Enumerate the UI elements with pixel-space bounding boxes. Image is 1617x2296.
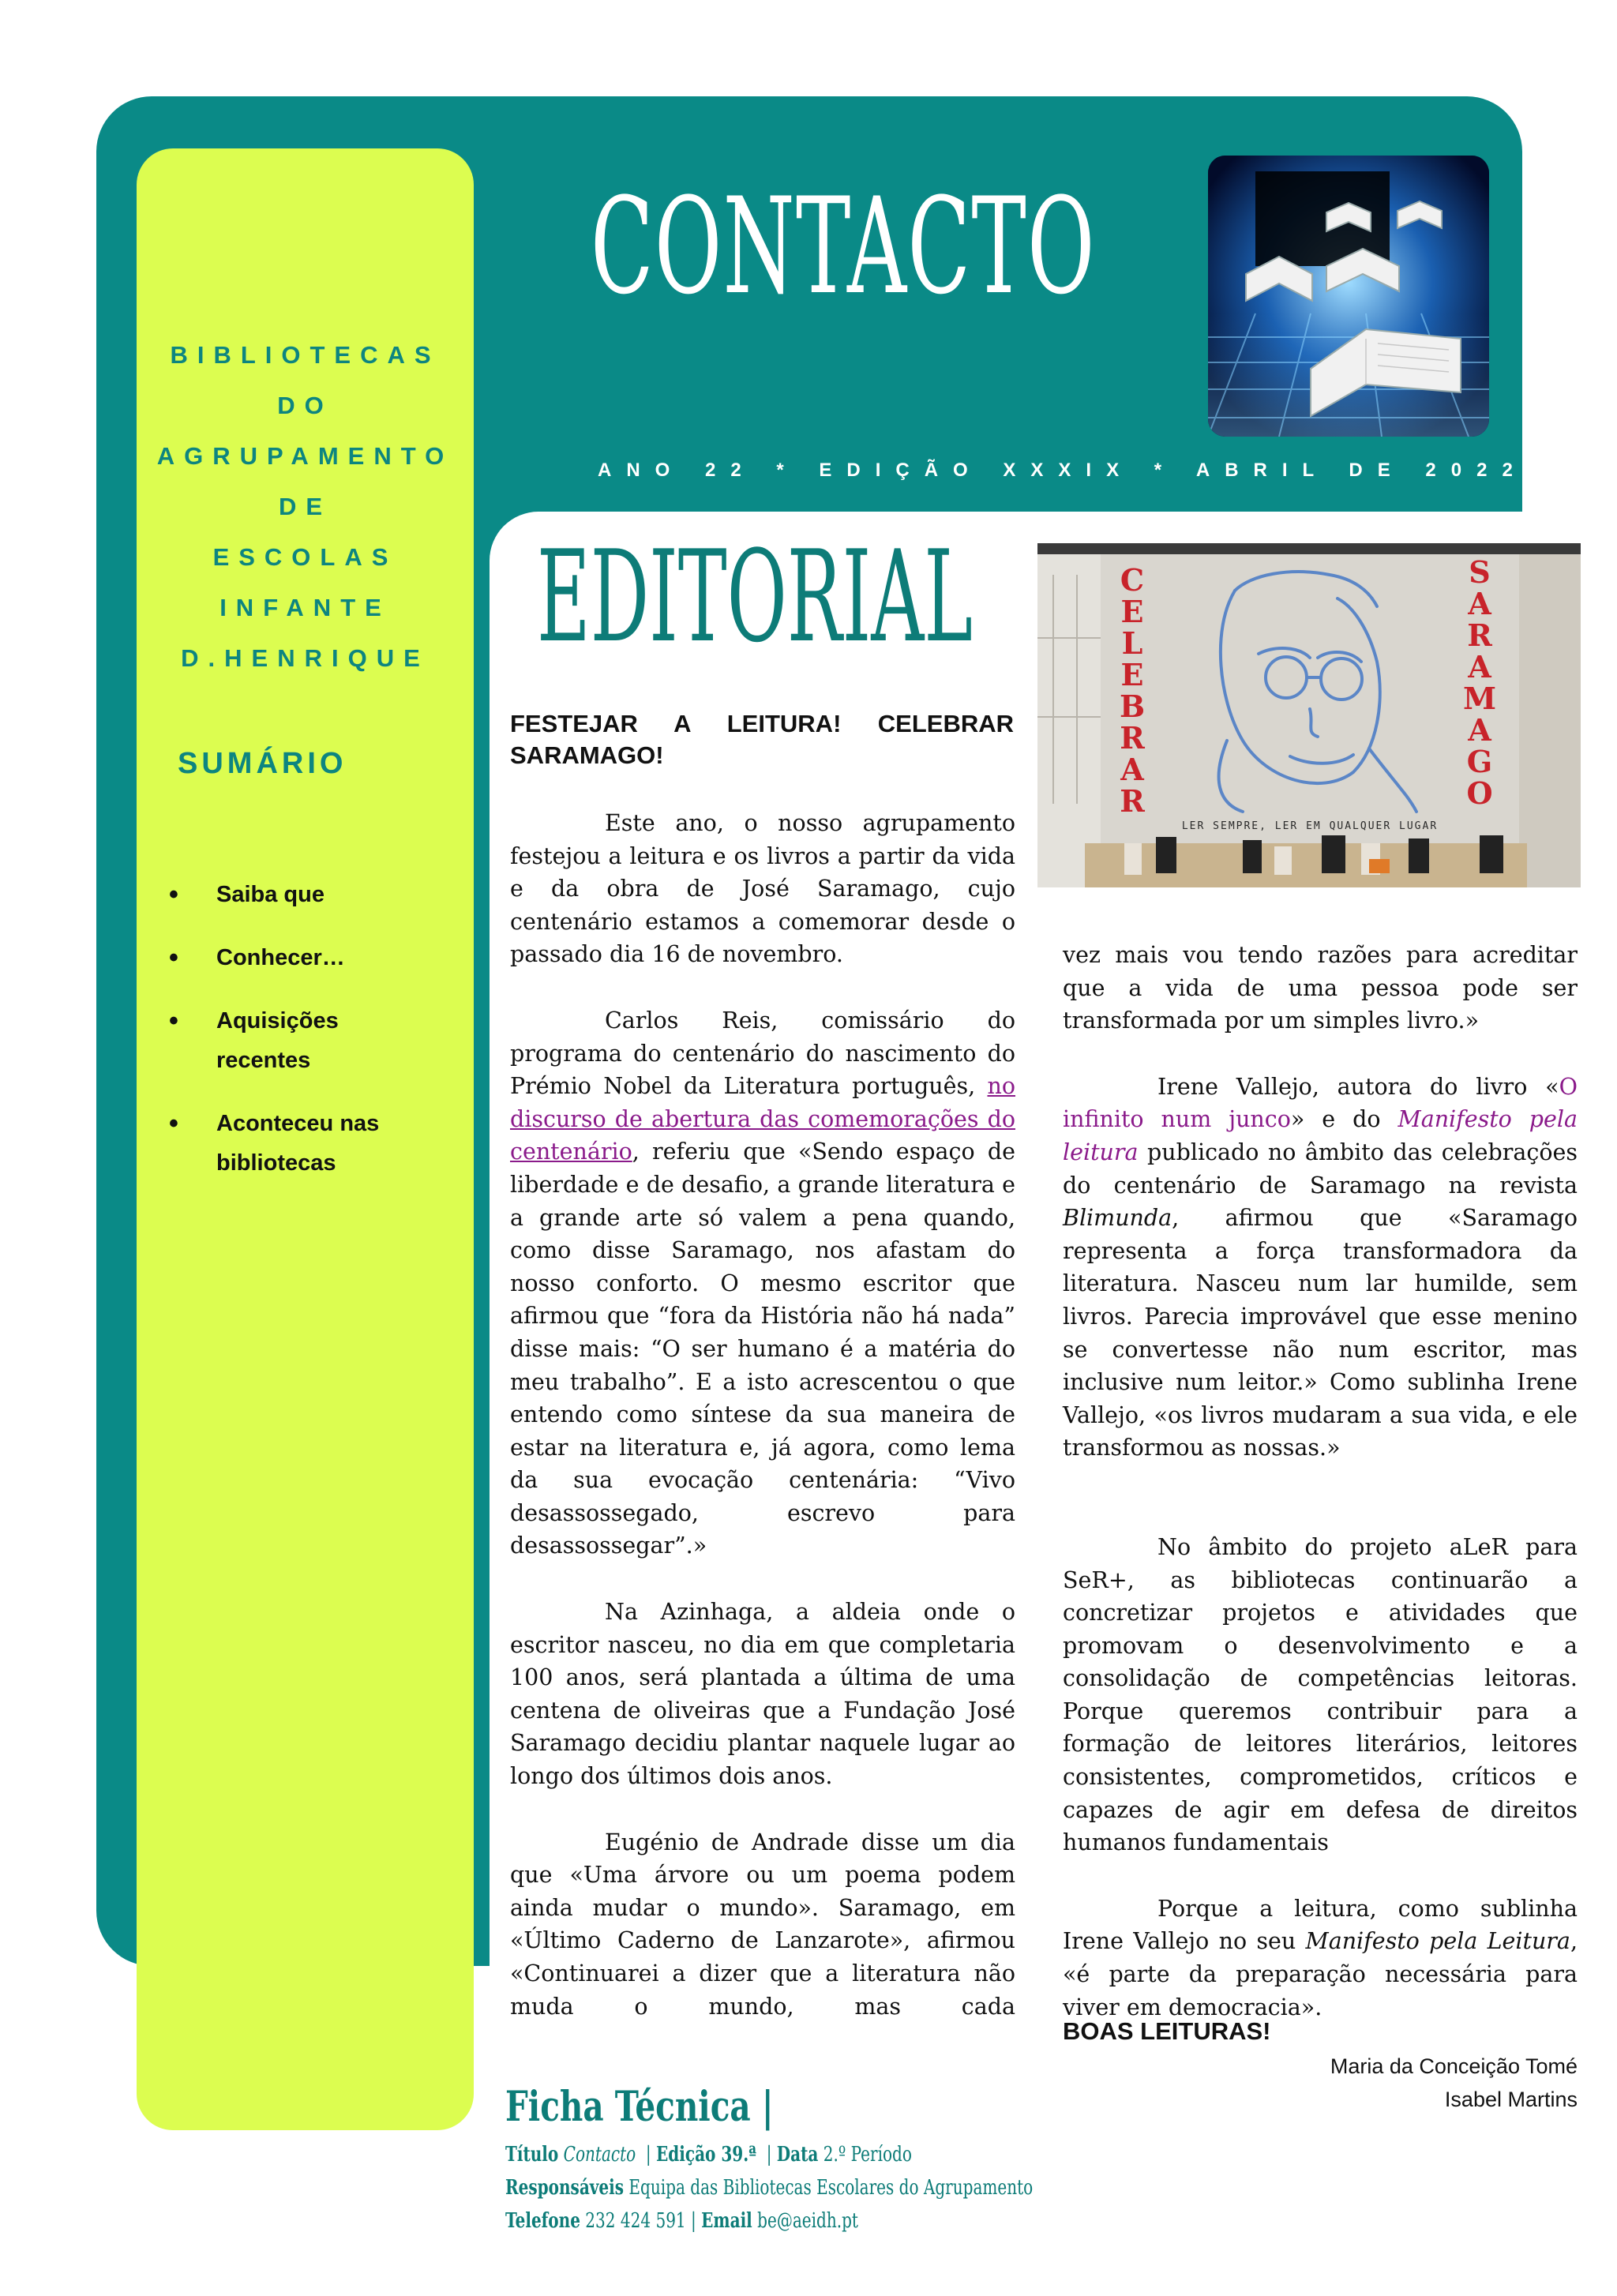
svg-text:R: R	[1467, 617, 1492, 653]
flying-books-image	[1208, 156, 1489, 437]
svg-text:R: R	[1120, 783, 1145, 819]
paragraph: Eugénio de Andrade disse um dia que «Uma árvore ou um poema podem ainda mudar o mundo». Saramago, em «Último Caderno de Lanzarote», afirmou «Continuarei a dizer que a literatura não muda o mundo, mas cada	[510, 1829, 1015, 2020]
magazine-title: Blimunda	[1063, 1205, 1172, 1232]
sumario-item	[163, 938, 463, 977]
svg-text:S: S	[1469, 554, 1491, 590]
org-line: BIBLIOTECAS DO	[170, 341, 441, 419]
paragraph: Este ano, o nosso agrupamento festejou a leitura e os livros a partir da vida e da obra de José Saramago, cujo centenário estamos a comemorar desde o passado dia 16 de novembro.	[510, 810, 1015, 968]
paragraph	[1063, 1893, 1578, 2024]
svg-text:A: A	[1468, 586, 1491, 621]
text-run: Irene Vallejo, autora do livro «	[1157, 1073, 1559, 1100]
text-run: » e do	[1290, 1106, 1398, 1133]
sumario-item-label: Aquisições	[216, 1008, 339, 1034]
svg-text:A: A	[1468, 712, 1491, 748]
svg-text:E: E	[1120, 657, 1144, 692]
saramago-wall-photo-icon	[1037, 543, 1581, 887]
svg-text:R: R	[1120, 720, 1145, 756]
paragraph	[1063, 1071, 1578, 1465]
ficha-tecnica-title: Ficha Técnica |	[505, 2083, 774, 2131]
ficha-line-responsaveis	[505, 2176, 1033, 2200]
svg-text:E: E	[1120, 594, 1144, 629]
ficha-line-titulo: Título Contacto | Edição 39.ª | Data 2.º Período	[505, 2143, 912, 2167]
headline-line: FESTEJAR A LEITURA! CELEBRAR	[510, 710, 1014, 737]
sumario-item-label: recentes	[216, 1048, 311, 1073]
headline-line: SARAMAGO!	[510, 741, 664, 769]
svg-text:G: G	[1466, 744, 1493, 779]
ficha-line-contacts: Telefone 232 424 591 | Email be@aeidh.pt	[505, 2209, 858, 2233]
ficha-label: Telefone	[505, 2209, 580, 2233]
ficha-label: Edição 39.ª	[656, 2143, 756, 2167]
sumario-item	[163, 875, 463, 914]
text-run: publicado no âmbito das celebrações do centenário de Saramago na revista	[1063, 1139, 1578, 1199]
ficha-label: Responsáveis	[505, 2176, 625, 2200]
sumario-item-label: Conhecer…	[216, 945, 345, 970]
editorial-column-2	[1063, 939, 1578, 2024]
ficha-value: Equipa das Bibliotecas Escolares do Agrupamento	[628, 2176, 1034, 2200]
manifesto-link[interactable]: Manifesto pela leitura	[1063, 1106, 1578, 1165]
svg-text:M: M	[1462, 681, 1497, 716]
sumario-item-label: Saiba que	[216, 882, 325, 907]
text-run: Porque a leitura, como sublinha Irene Vallejo no seu	[1063, 1895, 1578, 1955]
text-run: , afirmou que «Saramago representa a força transformadora da literatura. Nasceu num lar humilde, sem livros. Parecia improvável que esse menino se convertesse não num escritor, mas inclusive num leitor.» Como sublinha Irene Vallejo, «os livros mudaram a sua vida, e ele transformou as nossas.»	[1063, 1205, 1578, 1461]
org-line: ESCOLAS INFANTE	[212, 543, 398, 621]
signature: Isabel Martins	[1444, 2088, 1578, 2111]
ficha-label: Título	[505, 2143, 559, 2167]
svg-text:B: B	[1119, 688, 1146, 724]
paragraph: Na Azinhaga, a aldeia onde o escritor nasceu, no dia em que completaria 100 anos, será plantada a última de uma centena de oliveiras que a Fundação José Saramago decidiu plantar naquele lugar ao longo dos últimos dois anos.	[510, 1599, 1015, 1790]
svg-text:LER SEMPRE, LER EM QUALQUER LU: LER SEMPRE, LER EM QUALQUER LUGAR	[1181, 820, 1439, 832]
email-link[interactable]: be@aeidh.pt	[757, 2209, 858, 2233]
paragraph	[510, 1004, 1015, 1563]
text-run: , «é parte da preparação necessária para viver em democracia».	[1063, 1928, 1578, 2020]
sumario-item	[163, 1001, 463, 1080]
svg-text:C: C	[1120, 562, 1145, 598]
svg-text:O: O	[1466, 775, 1493, 811]
organization-name	[137, 330, 474, 684]
editorial-title: EDITORIAL	[537, 523, 973, 670]
org-line: D.HENRIQUE	[181, 644, 430, 672]
ficha-value: 2.º Período	[823, 2143, 912, 2167]
ficha-label: Email	[701, 2209, 752, 2233]
sumario-list	[163, 875, 463, 1206]
edition-info: ANO 22 * EDIÇÃO XXXIX * ABRIL DE 2022	[598, 460, 1528, 481]
text-run: Carlos Reis, comissário do programa do centenário do nascimento do Prémio Nobel da Literatura português,	[510, 1007, 1015, 1100]
signature: Maria da Conceição Tomé	[1330, 2054, 1578, 2078]
greeting: BOAS LEITURAS!	[1063, 2017, 1271, 2045]
newsletter-title: CONTACTO	[591, 169, 1096, 324]
sumario-item-label: Aconteceu nas	[216, 1111, 380, 1136]
svg-text:L: L	[1121, 625, 1143, 661]
manifesto-title: Manifesto pela Leitura	[1305, 1928, 1570, 1955]
sidebar	[137, 148, 474, 2130]
editorial-column-1	[510, 807, 1015, 2023]
editorial-headline	[510, 708, 1014, 771]
svg-text:A: A	[1468, 649, 1491, 685]
paragraph: vez mais vou tendo razões para acreditar que a vida de uma pessoa pode ser transformada por um simples livro.»	[1063, 942, 1578, 1034]
celebrar-saramago-photo	[1037, 543, 1581, 887]
discurso-link[interactable]: no discurso de abertura das comemorações do centenário	[510, 1073, 1015, 1165]
sumario-item-label: bibliotecas	[216, 1150, 336, 1176]
paragraph: No âmbito do projeto aLeR para SeR+, as bibliotecas continuarão a concretizar projetos e atividades que promovam o desenvolvimento e a consolidação de competências leitoras. Porque queremos contribuir para a formação de leitores literários, leitores consistentes, comprometidos, críticos e capazes de agir em defesa de direitos humanos fundamentais	[1063, 1533, 1578, 1856]
text-run: , referiu que «Sendo espaço de liberdade e de desafio, a grande literatura e a grande arte só valem a pena quando, como disse Saramago, nos afastam do nosso conforto. O mesmo escritor que afirmou que “fora da História não há nada” disse mais: “O ser humano é a matéria do meu trabalho”. E a isto acrescentou o que entendo como síntese da sua maneira de estar na literatura e, já agora, como lema da sua evocação centenária: “Vivo desassossegado, escrevo para desassossegar”.»	[510, 1139, 1015, 1559]
sumario-title: SUMÁRIO	[178, 747, 347, 780]
org-line: AGRUPAMENTO DE	[156, 442, 454, 520]
ficha-label: Data	[776, 2143, 819, 2167]
ficha-value: Contacto	[563, 2143, 636, 2167]
book-title-link[interactable]: O infinito num junco	[1063, 1073, 1578, 1133]
ficha-value: 232 424 591	[585, 2209, 686, 2233]
flying-books-icon	[1208, 156, 1489, 437]
sumario-item	[163, 1104, 463, 1183]
svg-text:A: A	[1120, 752, 1144, 787]
